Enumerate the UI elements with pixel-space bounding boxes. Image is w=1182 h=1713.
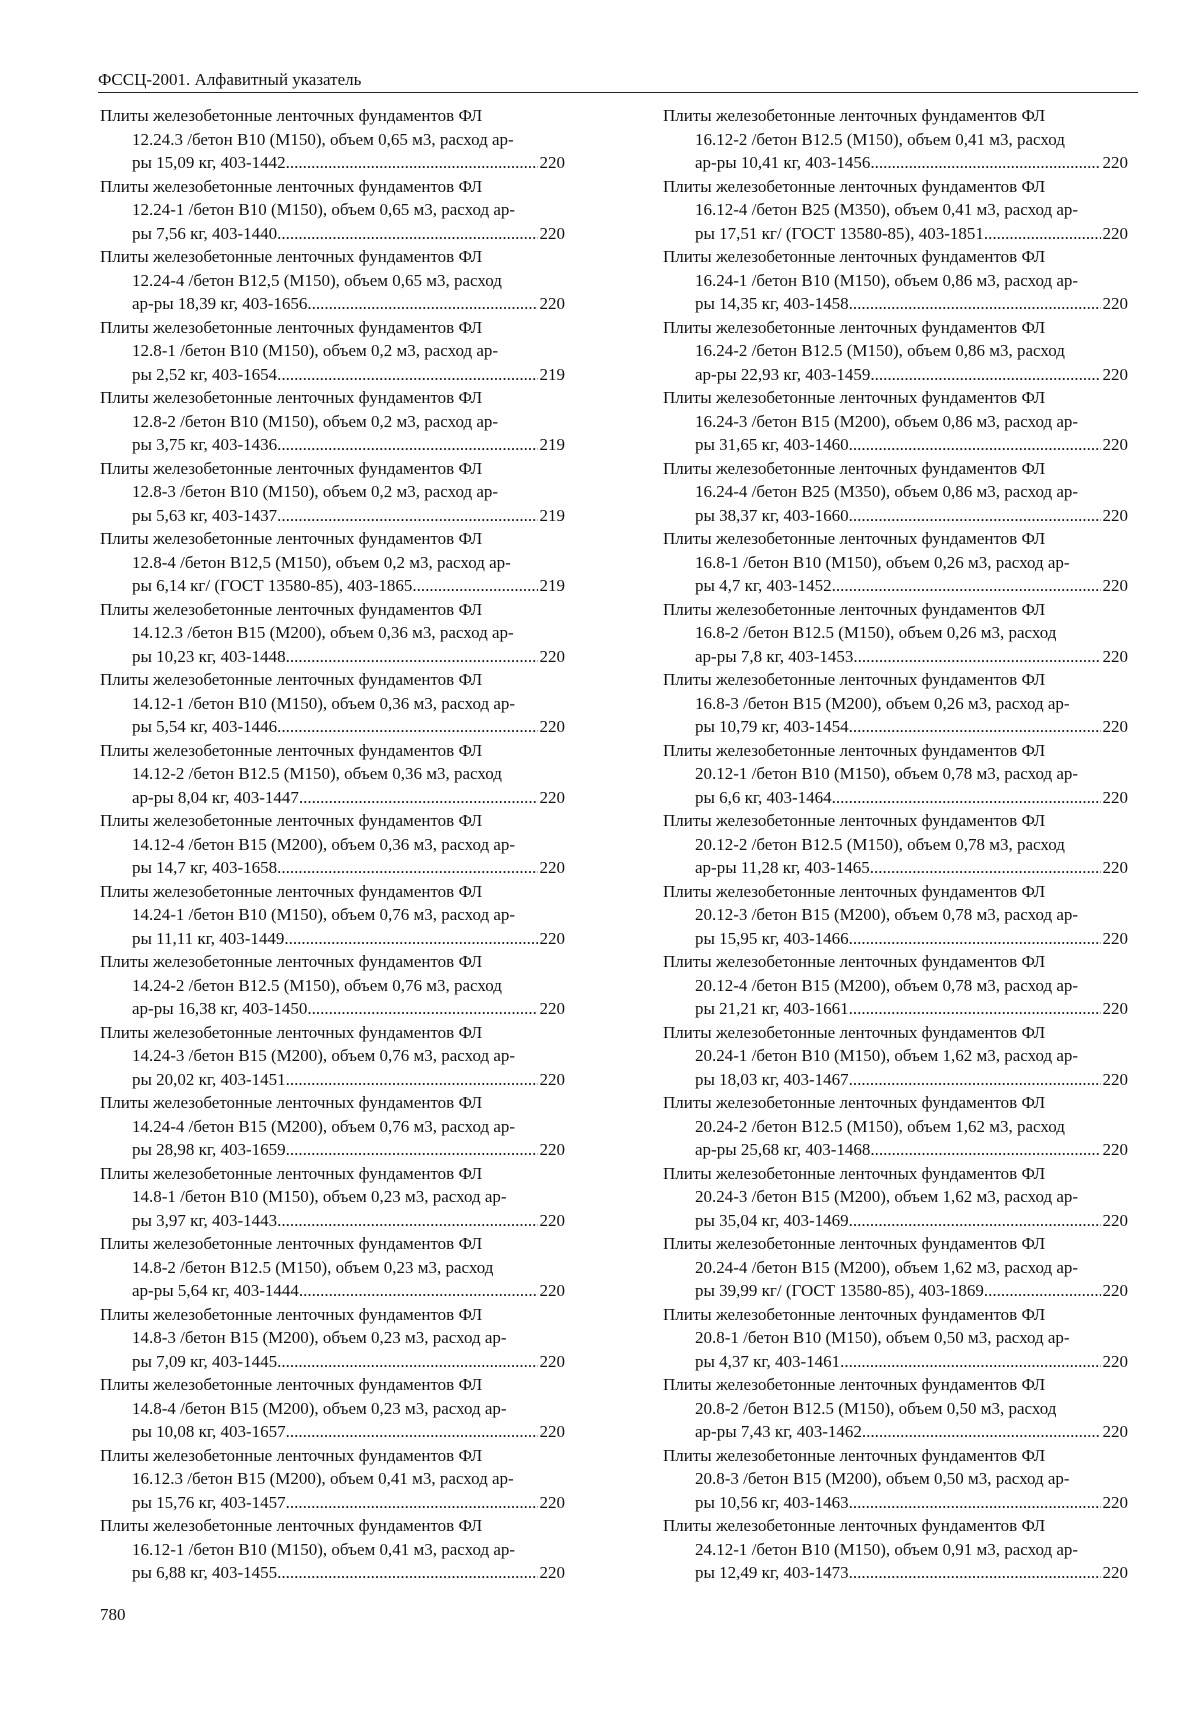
index-entry xyxy=(100,1021,565,1092)
dot-leader xyxy=(286,1068,538,1092)
entry-reference: ры 5,63 кг, 403-1437 xyxy=(132,505,278,525)
entry-title: Плиты железобетонные ленточных фундаментов ФЛ xyxy=(100,670,483,689)
entry-title: Плиты железобетонные ленточных фундаментов ФЛ xyxy=(100,740,483,760)
entry-page-number: 220 xyxy=(1102,787,1128,807)
entry-title: Плиты железобетонные ленточных фундаментов ФЛ xyxy=(100,1163,483,1183)
entry-page-number: 220 xyxy=(1102,858,1128,877)
entry-reference: ры 10,08 кг, 403-1657 xyxy=(132,1422,286,1441)
entry-page-number: 220 xyxy=(1102,1422,1128,1441)
entry-reference-line xyxy=(663,222,1128,246)
entry-reference-line xyxy=(100,1561,565,1585)
index-entry xyxy=(663,104,1128,175)
entry-description: 12.24-4 /бетон В12,5 (М150), объем 0,65 м3, расход xyxy=(132,270,502,290)
entry-reference-line xyxy=(663,997,1128,1021)
dot-leader xyxy=(849,1209,1101,1233)
entry-reference: ры 4,37 кг, 403-1461 xyxy=(695,1351,841,1371)
index-column-left xyxy=(100,104,565,1585)
entry-title: Плиты железобетонные ленточных фундаментов ФЛ xyxy=(100,1304,483,1324)
entry-page-number: 220 xyxy=(1102,223,1128,243)
entry-title: Плиты железобетонные ленточных фундаментов ФЛ xyxy=(100,529,483,548)
entry-reference-line xyxy=(100,1068,565,1092)
dot-leader xyxy=(849,1491,1101,1515)
entry-description: 24.12-1 /бетон В10 (М150), объем 0,91 м3, расход ар- xyxy=(695,1539,1079,1559)
entry-reference-line xyxy=(663,786,1128,810)
index-entry xyxy=(663,1232,1128,1303)
entry-title: Плиты железобетонные ленточных фундаментов ФЛ xyxy=(100,106,483,125)
entry-reference-line xyxy=(100,1279,565,1303)
entry-description: 20.8-3 /бетон В15 (М200), объем 0,50 м3, расход ар- xyxy=(695,1469,1070,1488)
entry-reference: ры 10,23 кг, 403-1448 xyxy=(132,646,286,666)
entry-reference-line xyxy=(663,856,1128,880)
dot-leader xyxy=(307,292,537,316)
entry-reference: ар-ры 5,64 кг, 403-1444 xyxy=(132,1281,299,1300)
dot-leader xyxy=(832,786,1101,810)
entry-reference: ры 7,09 кг, 403-1445 xyxy=(132,1351,278,1371)
entry-title: Плиты железобетонные ленточных фундаментов ФЛ xyxy=(663,529,1046,548)
index-entry xyxy=(663,668,1128,739)
entry-description: 14.8-4 /бетон В15 (М200), объем 0,23 м3, расход ар- xyxy=(132,1398,507,1418)
entry-description: 14.24-4 /бетон В15 (М200), объем 0,76 м3, расход ар- xyxy=(132,1116,516,1136)
entry-description: 16.24-1 /бетон В10 (М150), объем 0,86 м3, расход ар- xyxy=(695,270,1079,290)
entry-reference: ры 10,56 кг, 403-1463 xyxy=(695,1492,849,1512)
entry-reference: ар-ры 10,41 кг, 403-1456 xyxy=(695,153,871,172)
entry-page-number: 220 xyxy=(1102,364,1128,384)
dot-leader xyxy=(849,504,1101,528)
entry-page-number: 220 xyxy=(539,1351,565,1371)
entry-title: Плиты железобетонные ленточных фундаментов ФЛ xyxy=(663,458,1046,478)
entry-title: Плиты железобетонные ленточных фундаментов ФЛ xyxy=(100,1445,483,1465)
entry-page-number: 220 xyxy=(539,928,565,948)
entry-reference: ар-ры 25,68 кг, 403-1468 xyxy=(695,1140,871,1159)
entry-reference-line xyxy=(663,1209,1128,1233)
dot-leader xyxy=(849,715,1101,739)
entry-reference-line xyxy=(663,1068,1128,1092)
entry-reference-line xyxy=(663,1420,1128,1444)
index-entry xyxy=(100,598,565,669)
entry-page-number: 220 xyxy=(539,1069,565,1089)
index-entry xyxy=(100,104,565,175)
dot-leader xyxy=(870,856,1101,880)
entry-reference: ар-ры 22,93 кг, 403-1459 xyxy=(695,364,871,384)
entry-description: 20.12-3 /бетон В15 (М200), объем 0,78 м3, расход ар- xyxy=(695,905,1079,924)
dot-leader xyxy=(277,222,537,246)
dot-leader xyxy=(840,1350,1100,1374)
entry-description: 12.8-4 /бетон В12,5 (М150), объем 0,2 м3, расход ар- xyxy=(132,552,511,572)
entry-page-number: 220 xyxy=(1102,435,1128,454)
entry-title: Плиты железобетонные ленточных фундаментов ФЛ xyxy=(663,740,1046,760)
entry-reference-line xyxy=(100,856,565,880)
dot-leader xyxy=(277,856,537,880)
header-title: ФССЦ-2001. Алфавитный указатель xyxy=(98,70,362,89)
entry-reference-line xyxy=(663,504,1128,528)
entry-page-number: 220 xyxy=(1102,505,1128,525)
entry-page-number: 220 xyxy=(1102,1140,1128,1159)
entry-reference-line xyxy=(100,222,565,246)
page-number: 780 xyxy=(100,1605,126,1624)
entry-page-number: 220 xyxy=(539,294,565,313)
entry-page-number: 220 xyxy=(1102,1492,1128,1512)
index-entry xyxy=(100,1303,565,1374)
entry-reference-line xyxy=(100,433,565,457)
entry-description: 14.12.3 /бетон В15 (М200), объем 0,36 м3, расход ар- xyxy=(132,623,514,642)
index-entry xyxy=(663,527,1128,598)
entry-description: 16.24-2 /бетон В12.5 (М150), объем 0,86 м3, расход xyxy=(695,341,1065,360)
index-entry xyxy=(663,386,1128,457)
entry-page-number: 220 xyxy=(1102,1069,1128,1089)
dot-leader xyxy=(286,645,538,669)
entry-title: Плиты железобетонные ленточных фундаментов ФЛ xyxy=(663,317,1046,337)
entry-reference: ры 15,09 кг, 403-1442 xyxy=(132,153,286,172)
entry-title: Плиты железобетонные ленточных фундаментов ФЛ xyxy=(663,1022,1046,1042)
entry-reference-line xyxy=(663,1350,1128,1374)
entry-reference-line xyxy=(100,1209,565,1233)
entry-reference: ар-ры 11,28 кг, 403-1465 xyxy=(695,858,870,877)
entry-title: Плиты железобетонные ленточных фундаментов ФЛ xyxy=(663,176,1046,196)
entry-title: Плиты железобетонные ленточных фундаментов ФЛ xyxy=(100,1022,483,1042)
entry-description: 14.8-3 /бетон В15 (М200), объем 0,23 м3, расход ар- xyxy=(132,1328,507,1347)
dot-leader xyxy=(277,715,537,739)
entry-reference: ар-ры 7,43 кг, 403-1462 xyxy=(695,1422,862,1441)
entry-reference: ры 4,7 кг, 403-1452 xyxy=(695,576,832,595)
entry-title: Плиты железобетонные ленточных фундаментов ФЛ xyxy=(663,670,1046,689)
entry-title: Плиты железобетонные ленточных фундаментов ФЛ xyxy=(663,811,1046,830)
entry-page-number: 220 xyxy=(1102,576,1128,595)
entry-description: 14.24-1 /бетон В10 (М150), объем 0,76 м3, расход ар- xyxy=(132,905,516,924)
entry-page-number: 219 xyxy=(539,364,565,384)
entry-description: 20.12-4 /бетон В15 (М200), объем 0,78 м3, расход ар- xyxy=(695,975,1079,995)
entry-description: 14.24-2 /бетон В12.5 (М150), объем 0,76 м3, расход xyxy=(132,975,502,995)
entry-reference-line xyxy=(100,645,565,669)
entry-page-number: 220 xyxy=(1102,1563,1128,1582)
index-entry xyxy=(100,809,565,880)
entry-reference: ры 6,6 кг, 403-1464 xyxy=(695,787,832,807)
dot-leader xyxy=(870,151,1100,175)
dot-leader xyxy=(853,645,1100,669)
index-entry xyxy=(663,1021,1128,1092)
entry-description: 20.8-1 /бетон В10 (М150), объем 0,50 м3, расход ар- xyxy=(695,1328,1070,1347)
dot-leader xyxy=(286,1420,538,1444)
entry-description: 14.24-3 /бетон В15 (М200), объем 0,76 м3, расход ар- xyxy=(132,1046,516,1065)
entry-reference-line xyxy=(100,1420,565,1444)
entry-reference-line xyxy=(663,574,1128,598)
dot-leader xyxy=(284,927,537,951)
entry-reference: ры 39,99 кг/ (ГОСТ 13580-85), 403-1869 xyxy=(695,1281,984,1300)
entry-reference: ры 7,56 кг, 403-1440 xyxy=(132,223,278,243)
entry-description: 20.24-4 /бетон В15 (М200), объем 1,62 м3, расход ар- xyxy=(695,1257,1079,1277)
entry-reference: ры 15,76 кг, 403-1457 xyxy=(132,1492,286,1512)
entry-reference-line xyxy=(100,715,565,739)
entry-description: 14.8-1 /бетон В10 (М150), объем 0,23 м3, расход ар- xyxy=(132,1187,507,1206)
entry-reference-line xyxy=(663,715,1128,739)
index-entry xyxy=(100,1162,565,1233)
entry-description: 20.8-2 /бетон В12.5 (М150), объем 0,50 м3, расход xyxy=(695,1398,1057,1418)
entry-page-number: 220 xyxy=(539,153,565,172)
entry-description: 16.8-2 /бетон В12.5 (М150), объем 0,26 м3, расход xyxy=(695,623,1057,642)
entry-title: Плиты железобетонные ленточных фундаментов ФЛ xyxy=(663,1445,1046,1465)
index-entry xyxy=(100,245,565,316)
entry-page-number: 220 xyxy=(539,1563,565,1582)
index-entry xyxy=(663,809,1128,880)
entry-reference-line xyxy=(663,1491,1128,1515)
entry-title: Плиты железобетонные ленточных фундаментов ФЛ xyxy=(663,1516,1046,1535)
entry-title: Плиты железобетонные ленточных фундаментов ФЛ xyxy=(663,599,1046,619)
entry-reference: ры 14,35 кг, 403-1458 xyxy=(695,294,849,313)
dot-leader xyxy=(307,997,537,1021)
entry-description: 12.8-1 /бетон В10 (М150), объем 0,2 м3, расход ар- xyxy=(132,341,499,360)
entry-reference-line xyxy=(100,574,565,598)
entry-description: 16.8-1 /бетон В10 (М150), объем 0,26 м3, расход ар- xyxy=(695,552,1070,572)
entry-reference-line xyxy=(100,1138,565,1162)
entry-description: 12.8-2 /бетон В10 (М150), объем 0,2 м3, расход ар- xyxy=(132,411,499,431)
index-entry xyxy=(100,386,565,457)
entry-description: 14.12-1 /бетон В10 (М150), объем 0,36 м3, расход ар- xyxy=(132,693,516,713)
entry-reference-line xyxy=(100,1350,565,1374)
index-entry xyxy=(663,316,1128,387)
entry-description: 20.24-3 /бетон В15 (М200), объем 1,62 м3, расход ар- xyxy=(695,1187,1079,1206)
entry-page-number: 220 xyxy=(1102,717,1128,736)
entry-page-number: 220 xyxy=(539,1281,565,1300)
entry-description: 16.8-3 /бетон В15 (М200), объем 0,26 м3, расход ар- xyxy=(695,693,1070,713)
index-entry xyxy=(100,668,565,739)
entry-title: Плиты железобетонные ленточных фундаментов ФЛ xyxy=(663,1093,1046,1112)
entry-reference: ры 31,65 кг, 403-1460 xyxy=(695,435,849,454)
entry-page-number: 220 xyxy=(539,999,565,1018)
dot-leader xyxy=(849,292,1101,316)
entry-description: 12.24-1 /бетон В10 (М150), объем 0,65 м3, расход ар- xyxy=(132,200,516,219)
index-entry xyxy=(100,527,565,598)
entry-reference: ры 28,98 кг, 403-1659 xyxy=(132,1140,286,1159)
dot-leader xyxy=(277,504,537,528)
index-entry xyxy=(100,1373,565,1444)
entry-page-number: 220 xyxy=(539,1210,565,1230)
entry-page-number: 220 xyxy=(1102,1210,1128,1230)
index-entry xyxy=(663,1444,1128,1515)
entry-reference: ры 38,37 кг, 403-1660 xyxy=(695,505,849,525)
entry-title: Плиты железобетонные ленточных фундаментов ФЛ xyxy=(100,811,483,830)
entry-reference-line xyxy=(100,292,565,316)
dot-leader xyxy=(849,1561,1101,1585)
entry-reference-line xyxy=(100,927,565,951)
entry-reference-line xyxy=(663,433,1128,457)
entry-reference: ры 20,02 кг, 403-1451 xyxy=(132,1069,286,1089)
index-column-right xyxy=(663,104,1128,1585)
entry-description: 14.12-2 /бетон В12.5 (М150), объем 0,36 м3, расход xyxy=(132,764,502,783)
entry-reference: ры 3,97 кг, 403-1443 xyxy=(132,1210,278,1230)
entry-reference: ры 21,21 кг, 403-1661 xyxy=(695,999,849,1018)
entry-page-number: 220 xyxy=(539,787,565,807)
entry-description: 16.24-3 /бетон В15 (М200), объем 0,86 м3, расход ар- xyxy=(695,411,1079,431)
entry-reference-line xyxy=(663,151,1128,175)
entry-title: Плиты железобетонные ленточных фундаментов ФЛ xyxy=(100,388,483,407)
entry-page-number: 220 xyxy=(1102,153,1128,172)
entry-title: Плиты железобетонные ленточных фундаментов ФЛ xyxy=(663,881,1046,901)
index-entry xyxy=(663,1162,1128,1233)
entry-description: 20.24-2 /бетон В12.5 (М150), объем 1,62 м3, расход xyxy=(695,1116,1065,1136)
index-entry xyxy=(100,175,565,246)
entry-title: Плиты железобетонные ленточных фундаментов ФЛ xyxy=(100,1234,483,1253)
entry-reference: ры 17,51 кг/ (ГОСТ 13580-85), 403-1851 xyxy=(695,223,984,243)
entry-reference: ры 3,75 кг, 403-1436 xyxy=(132,435,278,454)
index-entry xyxy=(100,1444,565,1515)
index-entry xyxy=(663,880,1128,951)
entry-title: Плиты железобетонные ленточных фундаментов ФЛ xyxy=(100,317,483,337)
dot-leader xyxy=(277,433,537,457)
entry-reference-line xyxy=(663,1138,1128,1162)
entry-reference: ры 18,03 кг, 403-1467 xyxy=(695,1069,849,1089)
entry-reference: ры 14,7 кг, 403-1658 xyxy=(132,858,278,877)
dot-leader xyxy=(849,927,1101,951)
entry-title: Плиты железобетонные ленточных фундаментов ФЛ xyxy=(100,952,483,971)
entry-title: Плиты железобетонные ленточных фундаментов ФЛ xyxy=(100,1093,483,1112)
dot-leader xyxy=(984,1279,1101,1303)
entry-page-number: 220 xyxy=(1102,646,1128,666)
index-entry xyxy=(100,316,565,387)
entry-reference-line xyxy=(100,151,565,175)
entry-page-number: 220 xyxy=(539,1422,565,1441)
entry-title: Плиты железобетонные ленточных фундаментов ФЛ xyxy=(100,1375,483,1394)
entry-description: 16.12.3 /бетон В15 (М200), объем 0,41 м3, расход ар- xyxy=(132,1469,514,1488)
entry-description: 12.8-3 /бетон В10 (М150), объем 0,2 м3, расход ар- xyxy=(132,482,499,501)
entry-description: 14.8-2 /бетон В12.5 (М150), объем 0,23 м3, расход xyxy=(132,1257,494,1277)
dot-leader xyxy=(849,1068,1101,1092)
index-entry xyxy=(663,1373,1128,1444)
dot-leader xyxy=(984,222,1101,246)
entry-reference: ар-ры 18,39 кг, 403-1656 xyxy=(132,294,308,313)
entry-page-number: 220 xyxy=(539,1492,565,1512)
dot-leader xyxy=(862,1420,1101,1444)
entry-page-number: 219 xyxy=(539,435,565,454)
entry-title: Плиты железобетонные ленточных фундаментов ФЛ xyxy=(100,458,483,478)
dot-leader xyxy=(277,363,537,387)
index-entry xyxy=(663,175,1128,246)
dot-leader xyxy=(299,1279,538,1303)
entry-title: Плиты железобетонные ленточных фундаментов ФЛ xyxy=(663,388,1046,407)
index-entry xyxy=(100,1514,565,1585)
entry-title: Плиты железобетонные ленточных фундаментов ФЛ xyxy=(663,1163,1046,1183)
entry-reference-line xyxy=(663,927,1128,951)
index-entry xyxy=(100,880,565,951)
entry-description: 12.24.3 /бетон В10 (М150), объем 0,65 м3, расход ар- xyxy=(132,129,514,149)
entry-page-number: 220 xyxy=(539,223,565,243)
entry-title: Плиты железобетонные ленточных фундаментов ФЛ xyxy=(100,176,483,196)
dot-leader xyxy=(286,1491,538,1515)
index-entry xyxy=(663,598,1128,669)
index-entry xyxy=(663,739,1128,810)
entry-page-number: 220 xyxy=(539,717,565,736)
index-entry xyxy=(663,1303,1128,1374)
entry-title: Плиты железобетонные ленточных фундаментов ФЛ xyxy=(663,106,1046,125)
entry-description: 16.12-1 /бетон В10 (М150), объем 0,41 м3, расход ар- xyxy=(132,1539,516,1559)
dot-leader xyxy=(870,1138,1100,1162)
dot-leader xyxy=(849,997,1101,1021)
entry-reference: ры 2,52 кг, 403-1654 xyxy=(132,364,278,384)
entry-reference-line xyxy=(100,997,565,1021)
entry-reference-line xyxy=(663,1561,1128,1585)
entry-page-number: 220 xyxy=(1102,1281,1128,1300)
entry-reference-line xyxy=(100,504,565,528)
entry-title: Плиты железобетонные ленточных фундаментов ФЛ xyxy=(663,1234,1046,1253)
entry-reference: ры 11,11 кг, 403-1449 xyxy=(132,928,285,948)
entry-description: 20.12-1 /бетон В10 (М150), объем 0,78 м3, расход ар- xyxy=(695,764,1079,783)
entry-description: 16.12-2 /бетон В12.5 (М150), объем 0,41 м3, расход xyxy=(695,129,1065,149)
entry-page-number: 220 xyxy=(539,1140,565,1159)
entry-page-number: 220 xyxy=(1102,294,1128,313)
entry-title: Плиты железобетонные ленточных фундаментов ФЛ xyxy=(100,247,483,266)
entry-description: 20.24-1 /бетон В10 (М150), объем 1,62 м3, расход ар- xyxy=(695,1046,1079,1065)
entry-reference: ры 15,95 кг, 403-1466 xyxy=(695,928,849,948)
dot-leader xyxy=(286,151,538,175)
entry-page-number: 220 xyxy=(1102,928,1128,948)
dot-leader xyxy=(299,786,538,810)
entry-reference: ры 5,54 кг, 403-1446 xyxy=(132,717,278,736)
index-entry xyxy=(100,457,565,528)
index-entry xyxy=(100,950,565,1021)
entry-description: 16.12-4 /бетон В25 (М350), объем 0,41 м3, расход ар- xyxy=(695,200,1079,219)
entry-reference: ры 6,14 кг/ (ГОСТ 13580-85), 403-1865 xyxy=(132,576,413,595)
index-entry xyxy=(100,739,565,810)
entry-title: Плиты железобетонные ленточных фундаментов ФЛ xyxy=(100,599,483,619)
entry-description: 14.12-4 /бетон В15 (М200), объем 0,36 м3, расход ар- xyxy=(132,834,516,854)
entry-reference-line xyxy=(663,1279,1128,1303)
entry-reference-line xyxy=(100,363,565,387)
index-entry xyxy=(663,950,1128,1021)
entry-reference: ар-ры 8,04 кг, 403-1447 xyxy=(132,787,299,807)
entry-reference: ры 12,49 кг, 403-1473 xyxy=(695,1563,849,1582)
dot-leader xyxy=(277,1209,537,1233)
dot-leader xyxy=(286,1138,538,1162)
entry-title: Плиты железобетонные ленточных фундаментов ФЛ xyxy=(663,1375,1046,1394)
entry-page-number: 220 xyxy=(539,858,565,877)
entry-page-number: 220 xyxy=(1102,1351,1128,1371)
dot-leader xyxy=(870,363,1100,387)
dot-leader xyxy=(277,1561,537,1585)
index-entry xyxy=(100,1091,565,1162)
entry-reference-line xyxy=(100,786,565,810)
entry-description: 20.12-2 /бетон В12.5 (М150), объем 0,78 м3, расход xyxy=(695,834,1065,854)
entry-reference-line xyxy=(663,363,1128,387)
entry-reference: ры 35,04 кг, 403-1469 xyxy=(695,1210,849,1230)
entry-reference-line xyxy=(663,645,1128,669)
entry-reference: ры 10,79 кг, 403-1454 xyxy=(695,717,849,736)
dot-leader xyxy=(849,433,1101,457)
entry-page-number: 219 xyxy=(539,576,565,595)
dot-leader xyxy=(277,1350,537,1374)
index-entry xyxy=(663,245,1128,316)
entry-title: Плиты железобетонные ленточных фундаментов ФЛ xyxy=(663,952,1046,971)
entry-reference-line xyxy=(663,292,1128,316)
entry-description: 16.24-4 /бетон В25 (М350), объем 0,86 м3, расход ар- xyxy=(695,482,1079,501)
entry-reference: ар-ры 16,38 кг, 403-1450 xyxy=(132,999,308,1018)
index-entry xyxy=(663,457,1128,528)
entry-title: Плиты железобетонные ленточных фундаментов ФЛ xyxy=(663,1304,1046,1324)
index-entry xyxy=(663,1514,1128,1585)
index-entry xyxy=(100,1232,565,1303)
page-header xyxy=(98,70,1138,93)
dot-leader xyxy=(412,574,537,598)
entry-page-number: 220 xyxy=(539,646,565,666)
entry-reference: ры 6,88 кг, 403-1455 xyxy=(132,1563,278,1582)
entry-reference-line xyxy=(100,1491,565,1515)
entry-page-number: 220 xyxy=(1102,999,1128,1018)
index-entry xyxy=(663,1091,1128,1162)
entry-title: Плиты железобетонные ленточных фундаментов ФЛ xyxy=(100,881,483,901)
entry-reference: ар-ры 7,8 кг, 403-1453 xyxy=(695,646,854,666)
dot-leader xyxy=(832,574,1101,598)
entry-title: Плиты железобетонные ленточных фундаментов ФЛ xyxy=(663,247,1046,266)
entry-title: Плиты железобетонные ленточных фундаментов ФЛ xyxy=(100,1516,483,1535)
entry-page-number: 219 xyxy=(539,505,565,525)
